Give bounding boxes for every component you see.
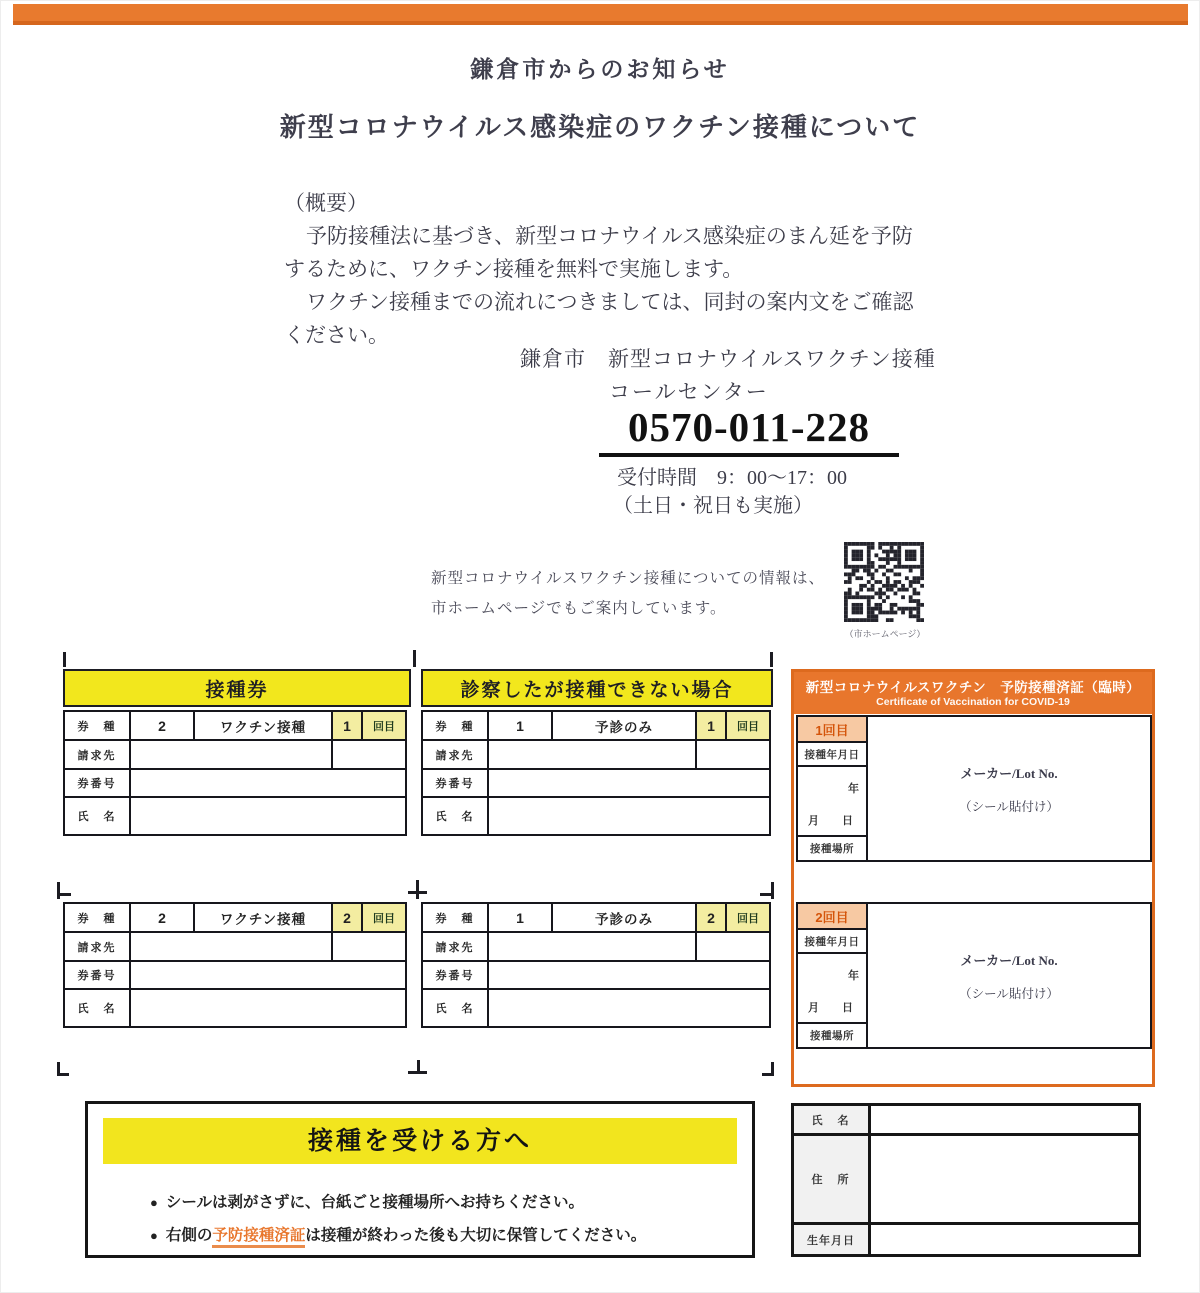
table-row [421, 796, 771, 836]
trim-mark [413, 650, 416, 667]
table-row [63, 710, 407, 741]
callcenter-phone-number: 0570-011-228 [599, 403, 899, 457]
maker-lot-seal-area [866, 715, 1152, 862]
table-row [63, 768, 407, 798]
trim-mark [57, 1073, 69, 1076]
ticket-number-label: 券番号 [421, 768, 489, 798]
trim-mark [762, 1073, 774, 1076]
ticket-dose-number: 2 [695, 902, 727, 933]
maker-lot-seal-area [866, 902, 1152, 1049]
certificate-highlight: 予防接種済証 [212, 1227, 305, 1248]
maker-lot-label: メーカー/Lot No. [960, 952, 1058, 968]
overview-section [284, 187, 954, 352]
billing-side-field [331, 739, 407, 770]
year-label: 年 [848, 783, 859, 795]
vaccination-place-label: 接種場所 [796, 835, 868, 862]
table-row [63, 988, 407, 1028]
seal-note: （シール貼付け） [959, 799, 1059, 814]
ticket-type-text: 予診のみ [551, 902, 697, 933]
table-row [421, 960, 771, 990]
homepage-info-line1: 新型コロナウイルスワクチン接種についての情報は、 [431, 570, 825, 587]
ticket-number-field [487, 768, 771, 798]
recipient-birthdate-field [868, 1222, 1141, 1257]
seal-note: （シール貼付け） [959, 986, 1059, 1001]
trim-mark [57, 882, 60, 899]
top-orange-bar [13, 4, 1188, 25]
billing-label: 請求先 [421, 931, 489, 962]
recipient-address-label: 住 所 [791, 1133, 871, 1225]
overview-line: ください。 [284, 323, 389, 347]
trim-mark [408, 891, 427, 894]
ticket-type-label: 券 種 [63, 710, 131, 741]
bullet-icon: ● [150, 1195, 158, 1210]
ticket-number-field [129, 960, 407, 990]
ticket-number-label: 券番号 [63, 768, 131, 798]
name-label: 氏 名 [63, 988, 131, 1028]
name-field [129, 988, 407, 1028]
table-row [421, 710, 771, 741]
table-row [791, 1103, 1141, 1136]
vaccination-date-label: 接種年月日 [796, 928, 868, 954]
vaccination-place-label: 接種場所 [796, 1022, 868, 1049]
vaccination-ticket-table-2 [63, 902, 407, 1028]
name-label: 氏 名 [63, 796, 131, 836]
ticket-dose-unit: 回目 [725, 710, 771, 741]
instruction-text-pre: 右側の [165, 1227, 213, 1244]
exam-only-ticket-table-1 [421, 710, 771, 836]
ticket-type-text: ワクチン接種 [193, 902, 333, 933]
exam-only-ticket-table-2 [421, 902, 771, 1028]
ticket-dose-number: 1 [331, 710, 363, 741]
trim-mark [57, 893, 71, 896]
year-label: 年 [848, 970, 859, 982]
overview-heading: （概要） [284, 191, 368, 215]
maker-lot-label: メーカー/Lot No. [960, 765, 1058, 781]
name-field [487, 796, 771, 836]
table-row [63, 960, 407, 990]
overview-line: するために、ワクチン接種を無料で実施します。 [284, 257, 744, 281]
instruction-text: シールは剥がさずに、台紙ごと接種場所へお持ちください。 [165, 1194, 585, 1211]
table-row [63, 796, 407, 836]
instructions-title: 接種を受ける方へ [103, 1118, 737, 1164]
ticket-section-header: 接種券 [63, 669, 411, 707]
trim-mark [771, 882, 774, 899]
certificate-header [794, 672, 1152, 714]
ticket-type-text: 予診のみ [551, 710, 697, 741]
trim-mark [416, 880, 419, 899]
recipient-address-field [868, 1133, 1141, 1225]
billing-label: 請求先 [63, 931, 131, 962]
certificate-title-en: Certificate of Vaccination for COVID-19 [876, 696, 1070, 708]
table-row [791, 1222, 1141, 1257]
ticket-number-label: 券番号 [421, 960, 489, 990]
ticket-type-label: 券 種 [421, 902, 489, 933]
recipient-name-field [868, 1103, 1141, 1136]
recipient-name-label: 氏 名 [791, 1103, 871, 1136]
vaccination-date-label: 接種年月日 [796, 741, 868, 767]
ticket-type-number: 2 [129, 710, 195, 741]
table-row [421, 988, 771, 1028]
billing-side-field [695, 739, 771, 770]
ticket-dose-unit: 回目 [361, 902, 407, 933]
table-row [63, 931, 407, 962]
billing-side-field [695, 931, 771, 962]
ticket-dose-number: 1 [695, 710, 727, 741]
homepage-info-line2: 市ホームページでもご案内しています。 [431, 600, 727, 617]
recipient-info-table [791, 1103, 1141, 1257]
billing-field [487, 739, 697, 770]
vaccination-date-field [796, 952, 868, 1024]
instruction-text-post: は接種が終わった後も大切に保管してください。 [305, 1227, 647, 1244]
callcenter-hours: 受付時間 9：00～17：00 [617, 467, 847, 489]
qr-caption: （市ホームページ） [844, 629, 926, 639]
ticket-dose-number: 2 [331, 902, 363, 933]
billing-field [129, 739, 333, 770]
vaccination-ticket-table-1 [63, 710, 407, 836]
vaccination-certificate-panel [791, 669, 1155, 1087]
ticket-type-number: 1 [487, 902, 553, 933]
ticket-type-number: 1 [487, 710, 553, 741]
callcenter-dept: コールセンター [609, 380, 769, 404]
table-row [421, 931, 771, 962]
billing-label: 請求先 [63, 739, 131, 770]
instructions-box [85, 1101, 755, 1258]
instruction-bullet-2 [150, 1223, 646, 1245]
trim-mark [760, 893, 774, 896]
table-row [421, 902, 771, 933]
billing-side-field [331, 931, 407, 962]
ticket-dose-unit: 回目 [361, 710, 407, 741]
bullet-icon: ● [150, 1228, 158, 1243]
no-vaccination-section-header: 診察したが接種できない場合 [421, 669, 773, 707]
vaccination-date-field [796, 765, 868, 837]
overview-line: ワクチン接種までの流れにつきましては、同封の案内文をご確認 [306, 290, 914, 314]
table-row [421, 739, 771, 770]
trim-mark [408, 1071, 427, 1074]
billing-field [487, 931, 697, 962]
notice-subtitle: 新型コロナウイルス感染症のワクチン接種について [279, 113, 921, 142]
table-row [421, 768, 771, 798]
table-row [791, 1133, 1141, 1225]
certificate-title-jp: 新型コロナウイルスワクチン 予防接種済証（臨時） [805, 680, 1141, 695]
billing-label: 請求先 [421, 739, 489, 770]
ticket-type-label: 券 種 [63, 902, 131, 933]
ticket-number-field [487, 960, 771, 990]
trim-mark [770, 652, 773, 667]
dose2-badge: 2回目 [796, 902, 868, 930]
billing-field [129, 931, 333, 962]
callcenter-org: 鎌倉市 新型コロナウイルスワクチン接種 [520, 347, 936, 371]
dose1-badge: 1回目 [796, 715, 868, 743]
ticket-type-number: 2 [129, 902, 195, 933]
name-field [129, 796, 407, 836]
name-label: 氏 名 [421, 988, 489, 1028]
name-label: 氏 名 [421, 796, 489, 836]
ticket-type-label: 券 種 [421, 710, 489, 741]
table-row [63, 739, 407, 770]
name-field [487, 988, 771, 1028]
month-day-label: 月 日 [808, 815, 859, 827]
table-row [63, 902, 407, 933]
ticket-type-text: ワクチン接種 [193, 710, 333, 741]
qr-code-icon [844, 542, 924, 622]
instruction-bullet-1 [150, 1190, 584, 1212]
callcenter-hours-note: （土日・祝日も実施） [613, 495, 813, 517]
month-day-label: 月 日 [808, 1002, 859, 1014]
ticket-dose-unit: 回目 [725, 902, 771, 933]
notice-title: 鎌倉市からのお知らせ [470, 57, 730, 82]
recipient-birthdate-label: 生年月日 [791, 1222, 871, 1257]
ticket-number-field [129, 768, 407, 798]
overview-line: 予防接種法に基づき、新型コロナウイルス感染症のまん延を予防 [306, 224, 913, 248]
ticket-number-label: 券番号 [63, 960, 131, 990]
trim-mark [63, 652, 66, 667]
